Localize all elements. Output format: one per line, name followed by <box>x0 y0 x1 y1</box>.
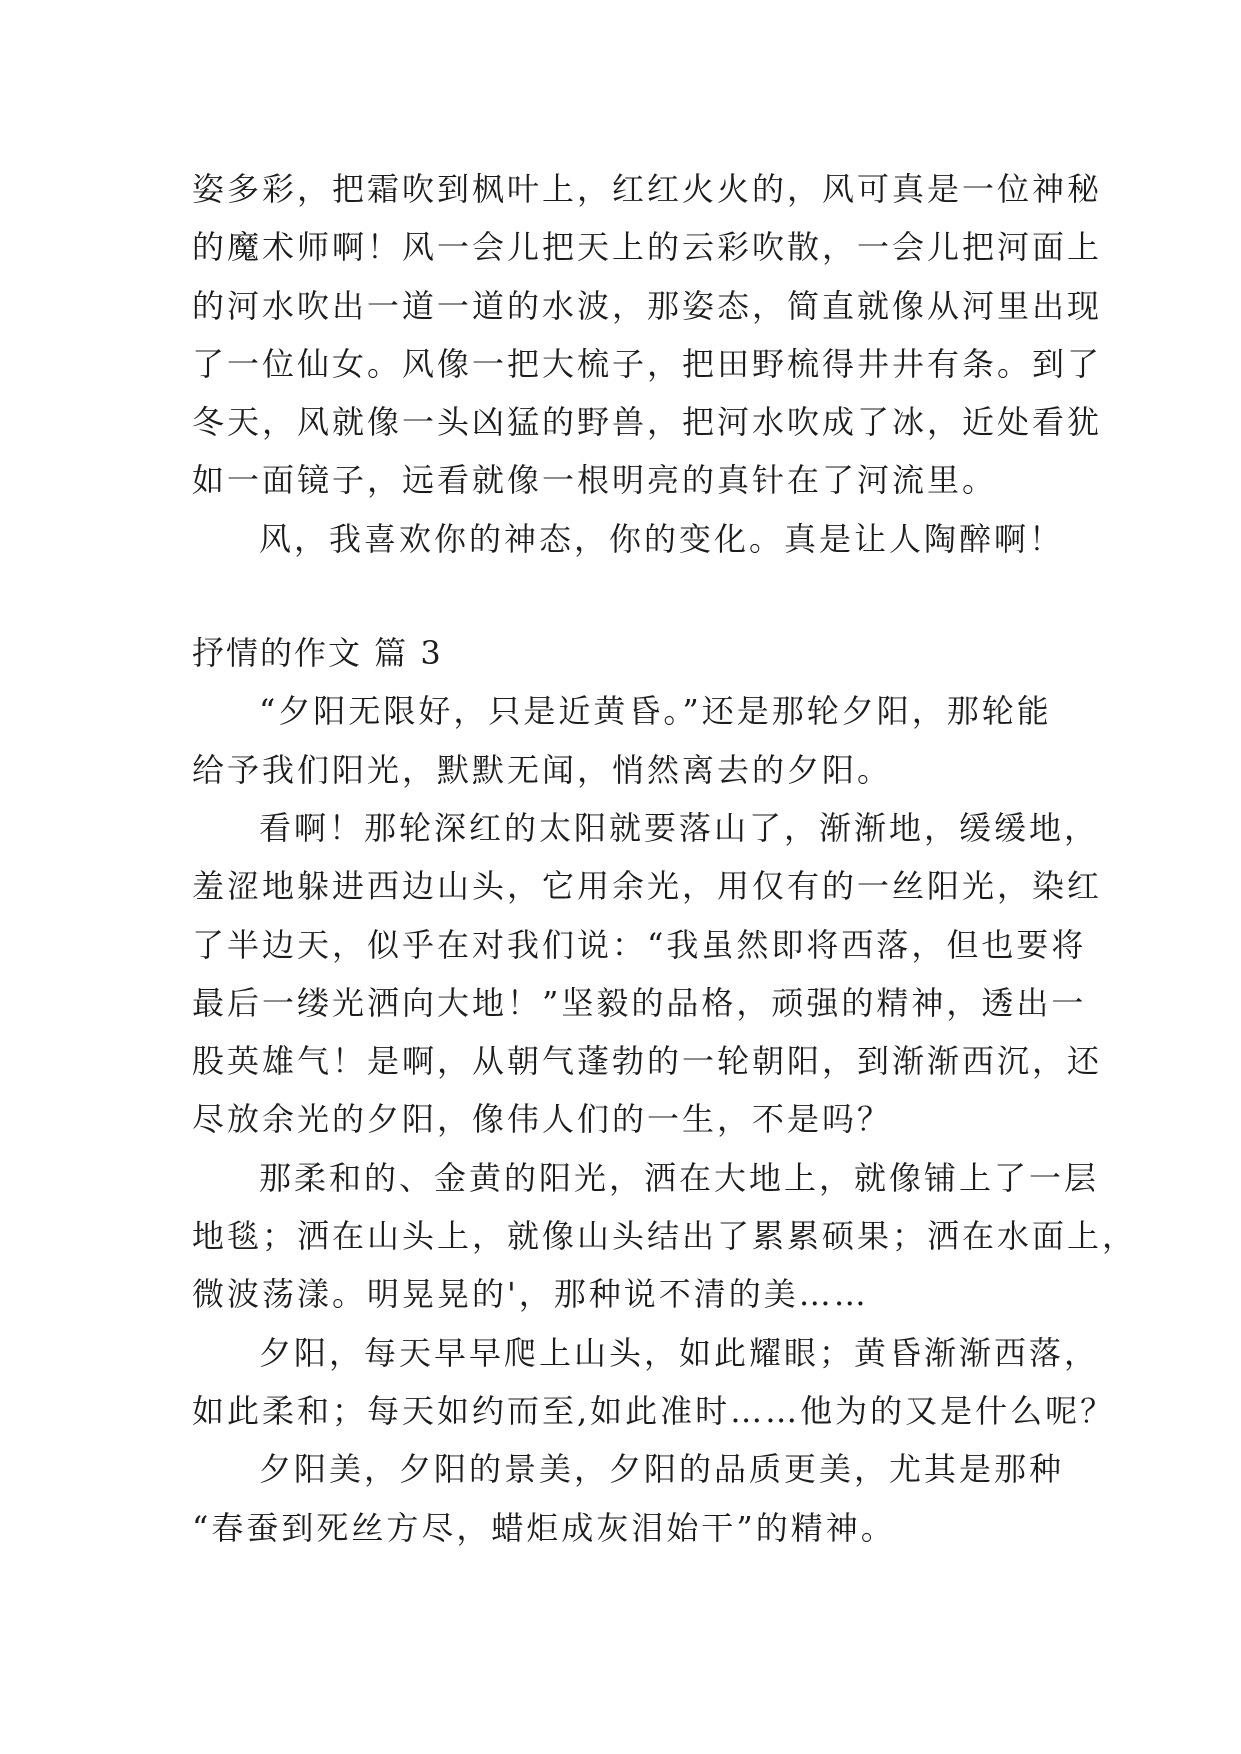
text-line: 的河水吹出一道一道的水波，那姿态，简直就像从河里出现 <box>192 286 1103 325</box>
paragraph <box>192 510 1065 568</box>
paragraph <box>192 160 1103 510</box>
text-line: 风，我喜欢你的神态，你的变化。真是让人陶醉啊！ <box>259 519 1065 558</box>
paragraph <box>192 1149 1138 1324</box>
text-line: 夕阳美，夕阳的景美，夕阳的品质更美，尤其是那种 <box>259 1450 1065 1489</box>
text-line: 羞涩地躲进西边山头，它用余光，用仅有的一丝阳光，染红 <box>192 867 1103 906</box>
paragraph <box>192 1324 1116 1441</box>
text-line: 那柔和的、金黄的阳光，洒在大地上，就像铺上了一层 <box>259 1158 1100 1197</box>
text-line: 股英雄气！是啊，从朝气蓬勃的一轮朝阳，到渐渐西沉，还 <box>192 1042 1103 1081</box>
text-line: 了一位仙女。风像一把大梳子，把田野梳得井井有条。到了 <box>192 344 1103 383</box>
text-line: 给予我们阳光，默默无闻，悄然离去的夕阳。 <box>192 750 893 789</box>
paragraph <box>192 1440 1065 1557</box>
text-line: 冬天，风就像一头凶猛的野兽，把河水吹成了冰，近处看犹 <box>192 403 1103 442</box>
paragraph <box>192 799 1103 1149</box>
text-line: 如一面镜子，远看就像一根明亮的真针在了河流里。 <box>192 461 998 500</box>
text-line: 夕阳，每天早早爬上山头，如此耀眼；黄昏渐渐西落， <box>259 1333 1100 1372</box>
text-line: 了半边天，似乎在对我们说：“我虽然即将西落，但也要将 <box>192 925 1087 964</box>
text-line: 地毯；洒在山头上，就像山头结出了累累硕果；洒在水面上， <box>192 1217 1138 1256</box>
paragraph <box>192 682 1062 799</box>
text-line: 微波荡漾。明晃晃的'，那种说不清的美…… <box>192 1275 869 1314</box>
section-heading: 抒情的作文 篇 3 <box>192 634 443 673</box>
text-line: 姿多彩，把霜吹到枫叶上，红红火火的，风可真是一位神秘 <box>192 170 1103 208</box>
text-line: “春蚕到死丝方尽，蜡炬成灰泪始干”的精神。 <box>192 1508 896 1547</box>
document-page <box>192 160 1138 1557</box>
text-line: 最后一缕光洒向大地！”坚毅的品格，顽强的精神，透出一 <box>192 983 1087 1022</box>
text-line: 如此柔和；每天如约而至,如此准时……他为的又是什么呢？ <box>192 1391 1116 1430</box>
text-line: “夕阳无限好，只是近黄昏。”还是那轮夕阳，那轮能 <box>259 692 1052 731</box>
text-line: 的魔术师啊！风一会儿把天上的云彩吹散，一会儿把河面上 <box>192 228 1103 267</box>
text-line: 看啊！那轮深红的太阳就要落山了，渐渐地，缓缓地， <box>259 808 1100 847</box>
text-line: 尽放余光的夕阳，像伟人们的一生，不是吗？ <box>192 1100 893 1139</box>
section-gap <box>192 568 1062 624</box>
